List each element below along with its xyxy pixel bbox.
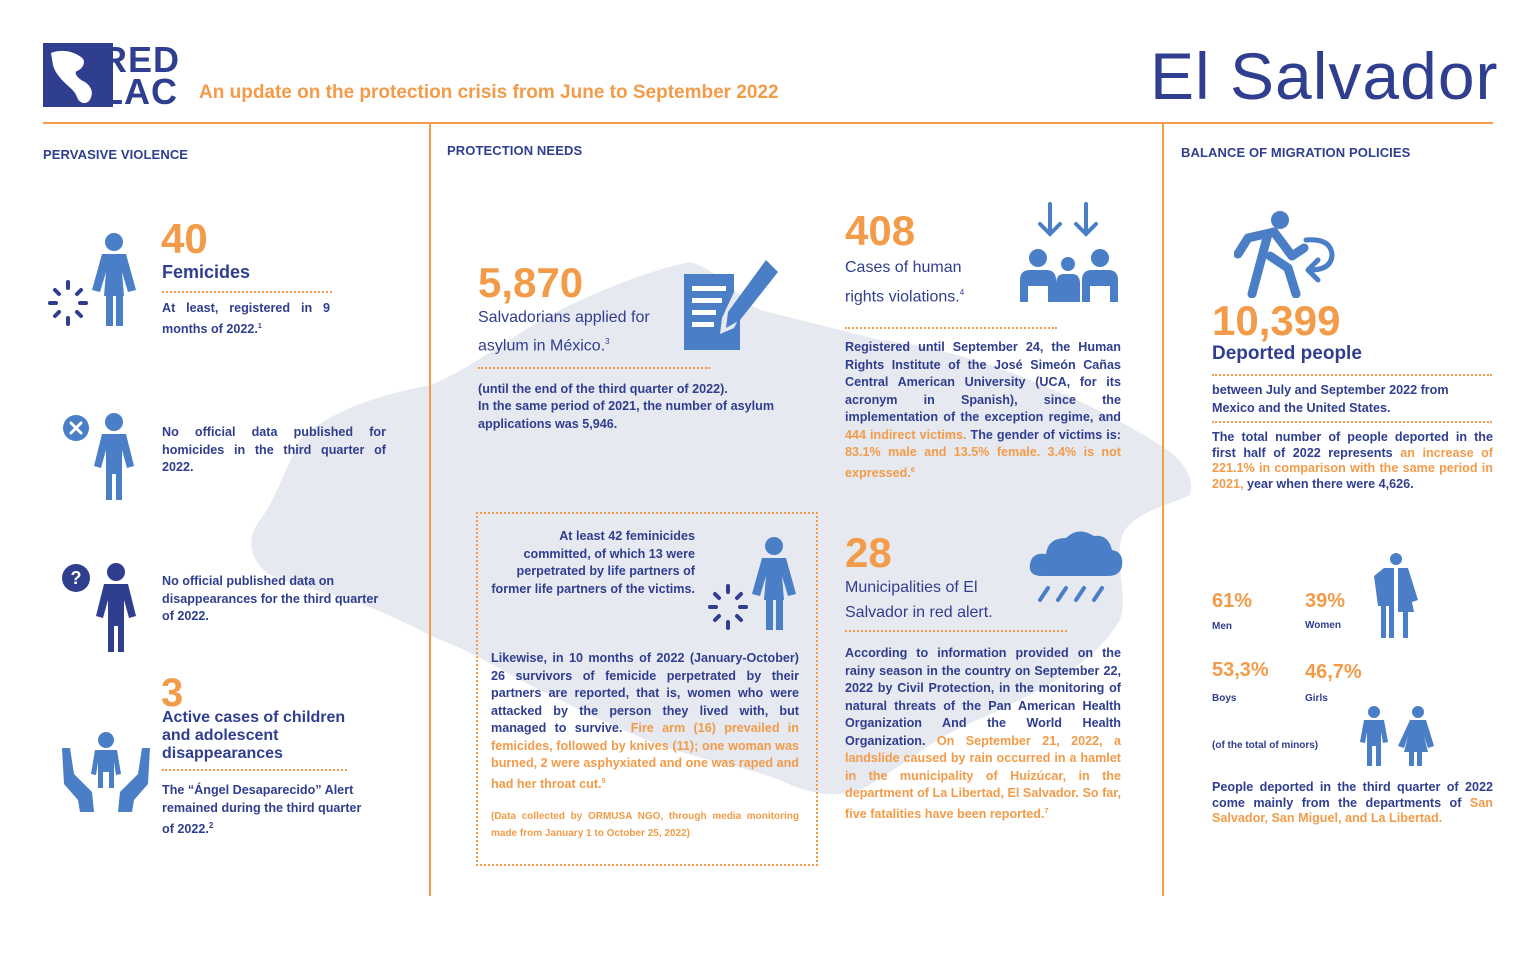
woman-violence-icon: [44, 232, 144, 328]
box-source: (Data collected by ORMUSA NGO, through media monitoring made from January 1 to October 25, 2022): [491, 811, 799, 839]
alert-text: [162, 782, 362, 839]
total-text-c: year when there were 4,626.: [1243, 476, 1414, 491]
section-title-migration: BALANCE OF MIGRATION POLICIES: [1181, 145, 1411, 160]
men-pct: 61%: [1212, 590, 1253, 612]
rain-divider: [845, 630, 1067, 632]
asylum-divider: [478, 367, 710, 369]
hr-footnote: 4: [959, 288, 965, 297]
box-text-2b: Fire arm (16) prevailed in femicides, followed by knives (11); one woman was burned, 2 were asphyxiated and one was raped and had her throat cut.: [491, 721, 800, 791]
logo-text-red: RED: [101, 39, 181, 80]
woman-violence-icon-2: [706, 536, 802, 632]
rain-footnote: 7: [1044, 807, 1049, 815]
men-label: Men: [1212, 621, 1232, 632]
disappear-text: No official published data on disappearances for the third quarter of 2022.: [162, 574, 379, 623]
rain-label: Municipalities of El Salvador in red alert.: [845, 579, 993, 621]
minors-number: 3: [161, 671, 184, 715]
femicides-label: Femicides: [162, 262, 251, 282]
total-text-a: The total number of people deported in the first half of 2022 represents: [1212, 430, 1493, 460]
hr-text-b: 444 indirect victims.: [845, 427, 967, 442]
hr-label: [845, 255, 995, 309]
femicides-divider: [162, 291, 332, 293]
rain-number: 28: [845, 529, 892, 576]
svg-text:?: ?: [70, 568, 82, 588]
document-pen-icon: [682, 258, 780, 352]
asylum-footnote: 3: [605, 337, 610, 346]
hr-text: [845, 339, 1121, 482]
femicides-text-main: At least, registered in 9 months of 2022.: [162, 301, 330, 336]
rain-cloud-icon: [1028, 524, 1124, 606]
box-footnote: 5: [601, 777, 606, 785]
deported-number: 10,399: [1212, 297, 1341, 344]
deported-divider: [1212, 374, 1492, 376]
alert-text-main: The “Ángel Desaparecido” Alert remained during the third quarter of 2022.: [162, 783, 362, 837]
asylum-number: 5,870: [478, 259, 584, 306]
femicides-footnote: 1: [257, 322, 262, 330]
hr-number: 408: [845, 207, 916, 254]
people-arrows-icon: [1014, 202, 1124, 306]
origin-text: [1212, 780, 1493, 827]
homicides-text: No official data published for homicides in the third quarter of 2022.: [162, 425, 386, 474]
minors-label: Active cases of children and adolescent disappearances: [162, 709, 346, 762]
girls-pct: 46,7%: [1305, 661, 1362, 683]
hr-text-c: The gender of victims is:: [966, 427, 1121, 442]
asylum-label-main: Salvadorians applied for asylum in México.: [478, 309, 650, 355]
country-title: El Salvador: [1150, 39, 1499, 113]
alert-footnote: 2: [208, 821, 214, 830]
boy-girl-icon: [1356, 706, 1438, 768]
rain-text: [845, 645, 1121, 823]
hr-text-a: Registered until September 24, the Human Rights Institute of the José Simeón Cañas Central American University (UCA, for its acronym in Spanish), since the implementation of the exception regime, and: [845, 340, 1121, 424]
minors-note: (of the total of minors): [1212, 740, 1319, 751]
header-rule: [43, 122, 1493, 124]
header-subtitle: An update on the protection crisis from June to September 2022: [199, 82, 779, 103]
box-text-2a: Likewise, in 10 months of 2022 (January-October) 26 survivors of femicide perpetrated by their partners are reported, that is, women who were attacked by the person they lived with, but managed to survive.: [491, 651, 799, 735]
boys-pct: 53,3%: [1212, 659, 1269, 681]
minors-divider: [162, 769, 347, 771]
hr-text-d: 83.1% male and 13.5% female. 3.4% is not expressed.: [845, 445, 1121, 480]
deported-text: between July and September 2022 from Mexico and the United States.: [1212, 383, 1449, 415]
asylum-text-2: In the same period of 2021, the number of asylum applications was 5,946.: [478, 399, 775, 431]
person-cross-icon: [62, 412, 142, 502]
hr-divider: [845, 327, 1057, 329]
asylum-text-1: (until the end of the third quarter of 2022).: [478, 382, 728, 396]
hands-child-icon: [60, 730, 152, 814]
column-divider-2: [1162, 124, 1164, 896]
man-woman-icon: [1370, 552, 1422, 640]
column-divider-1: [429, 124, 431, 896]
deported-label: Deported people: [1212, 343, 1362, 364]
box-text-1: At least 42 feminicides committed, of which 13 were perpetrated by life partners of former life partners of the victims.: [491, 529, 695, 596]
deported-divider-2: [1212, 421, 1492, 423]
origin-text-b: San Salvador, San Miguel, and La Libertad.: [1212, 795, 1493, 825]
redlac-logo: [43, 39, 183, 112]
person-question-icon: [60, 562, 140, 654]
total-text: [1212, 430, 1493, 492]
running-person-arrow-icon: [1234, 210, 1340, 298]
total-text-b: an increase of 221.1% in comparison with the same period in 2021,: [1212, 445, 1494, 491]
femicides-text: [162, 300, 330, 338]
rain-text-a: According to information provided on the rainy season in the country on September 22, 2022 by Civil Protection, in the monitoring of natural threats of the Pan American Health Organization And the World Health Organization.: [845, 646, 1121, 748]
women-pct: 39%: [1305, 590, 1346, 612]
femicides-number: 40: [161, 215, 208, 262]
girls-label: Girls: [1305, 693, 1328, 704]
boys-label: Boys: [1212, 693, 1237, 704]
women-label: Women: [1305, 620, 1341, 631]
section-title-protection: PROTECTION NEEDS: [447, 143, 583, 158]
section-title-violence: PERVASIVE VIOLENCE: [43, 147, 189, 162]
logo-text-lac: LAC: [101, 71, 178, 112]
rain-text-b: On September 21, 2022, a landslide caused by rain occurred in a hamlet in the municipality of Huizúcar, in the department of La Libertad, El Salvador. So far, five fatalities have been reported.: [845, 733, 1121, 821]
origin-text-a: People deported in the third quarter of 2022 come mainly from the departments of: [1212, 780, 1493, 810]
hr-footnote-2: 6: [910, 466, 915, 474]
box-text-2: [491, 650, 799, 793]
hr-label-main: Cases of human rights violations.: [845, 259, 962, 306]
asylum-label: [478, 306, 668, 358]
